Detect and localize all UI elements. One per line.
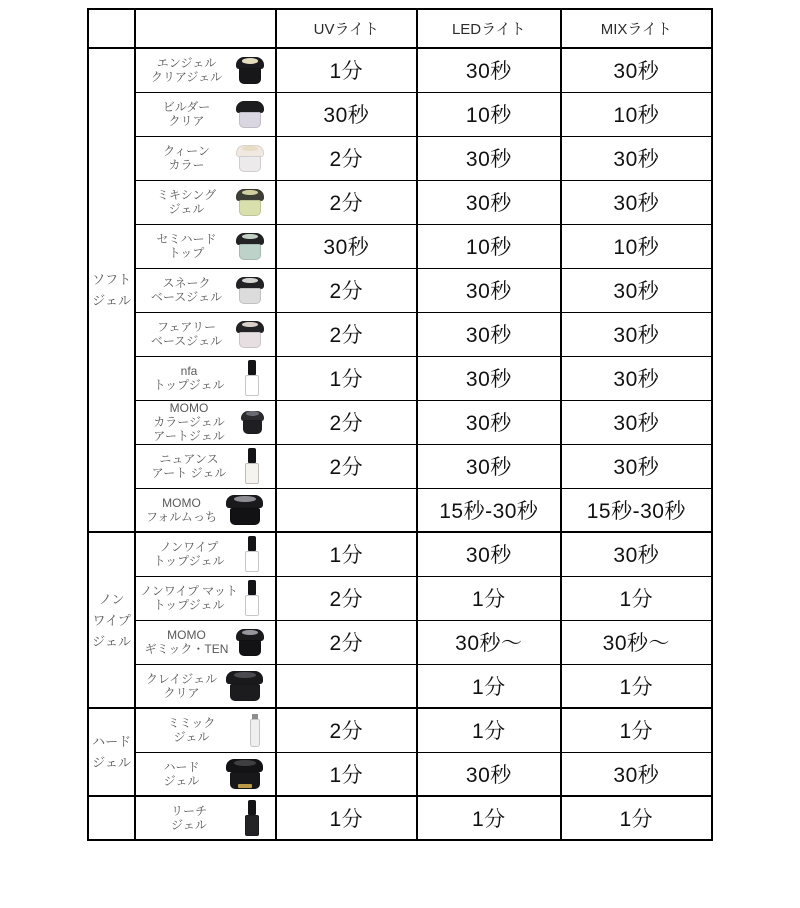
time-cell-led: 10秒: [417, 92, 561, 136]
time-cell-led: 1分: [417, 796, 561, 840]
product-cell: [135, 796, 276, 840]
time-cell-led: 30秒: [417, 444, 561, 488]
product-row-content: [136, 357, 275, 400]
product-name-line: MOMO: [167, 627, 206, 642]
table-row: [88, 664, 712, 708]
product-name: [140, 672, 223, 700]
product-name-line: トップ: [168, 246, 205, 260]
time-cell-mix: 30秒: [561, 180, 712, 224]
product-cell: [135, 136, 276, 180]
product-cell: [135, 752, 276, 796]
product-name: [140, 188, 233, 216]
product-name-line: ハード: [163, 759, 200, 774]
time-cell-uv: 1分: [276, 532, 417, 576]
table-row: [88, 48, 712, 92]
product-row-content: [136, 753, 275, 796]
column-header-led-light: LEDライト: [417, 9, 561, 48]
time-cell-mix: 30秒: [561, 752, 712, 796]
product-name-line: ノンワイプ マット: [140, 583, 238, 598]
product-name-line: トップジェル: [153, 598, 225, 612]
product-name-line: nfa: [180, 363, 198, 378]
category-label: ノン: [98, 591, 125, 607]
product-name: [140, 320, 233, 348]
product-row-content: [136, 181, 275, 224]
time-cell-led: 15秒-30秒: [417, 488, 561, 532]
product-name: [140, 401, 238, 443]
product-name-line: クレイジェル: [145, 671, 218, 686]
product-cell: [135, 400, 276, 444]
product-cell: [135, 312, 276, 356]
product-name-line: スネーク: [162, 275, 211, 290]
time-cell-mix: 30秒: [561, 312, 712, 356]
table-row: [88, 356, 712, 400]
time-cell-mix: 30秒: [561, 532, 712, 576]
product-name-line: ビルダー: [162, 99, 211, 114]
jar-icon: [240, 409, 265, 435]
product-name-line: トップジェル: [153, 554, 225, 569]
table-row: [88, 224, 712, 268]
product-name-line: フォルムっち: [145, 509, 218, 524]
table-row: [88, 488, 712, 532]
product-name-line: ニュアンス: [159, 451, 219, 466]
table-header: [88, 9, 712, 48]
product-cell: [135, 48, 276, 92]
product-name-line: クリアジェル: [150, 70, 223, 85]
product-name-line: ベースジェル: [150, 290, 223, 304]
product-name: [140, 496, 223, 524]
product-name: [140, 540, 238, 568]
category-label: ジェル: [92, 633, 132, 649]
time-cell-uv: [276, 488, 417, 532]
product-name-line: ミミック: [167, 716, 216, 731]
product-name-line: ミキシング: [156, 187, 217, 202]
product-row-content: [136, 269, 275, 312]
table-row: [88, 532, 712, 576]
time-cell-led: 1分: [417, 664, 561, 708]
jar-icon: [235, 143, 265, 173]
time-cell-mix: 30秒: [561, 268, 712, 312]
product-name: [140, 760, 223, 788]
time-cell-led: 30秒: [417, 180, 561, 224]
time-cell-mix: 1分: [561, 796, 712, 840]
product-name-line: ジェル: [168, 202, 205, 216]
product-name-line: クリア: [163, 685, 200, 700]
product-name-line: ノンワイプ: [159, 540, 219, 555]
time-cell-uv: 30秒: [276, 224, 417, 268]
product-name-line: ジェル: [173, 730, 210, 745]
jar-icon: [235, 55, 265, 85]
product-name-line: MOMO: [169, 400, 209, 415]
bottle-icon: [240, 536, 265, 572]
product-cell: [135, 180, 276, 224]
category-cell: [88, 708, 135, 796]
table-row: [88, 136, 712, 180]
time-cell-mix: 10秒: [561, 224, 712, 268]
time-cell-uv: 1分: [276, 356, 417, 400]
jar-icon: [225, 757, 265, 791]
jar-icon: [225, 493, 265, 527]
jar-icon: [225, 669, 265, 703]
table-row: [88, 180, 712, 224]
time-cell-uv: 2分: [276, 708, 417, 752]
product-name: [140, 232, 233, 260]
table-row: [88, 752, 712, 796]
time-cell-led: 30秒: [417, 48, 561, 92]
jar-icon: [235, 187, 265, 217]
product-row-content: [136, 489, 275, 532]
header-empty-category: [88, 9, 135, 48]
product-name-line: アート ジェル: [151, 466, 227, 480]
category-label: ハード: [92, 734, 132, 749]
table-body: [88, 48, 712, 840]
time-cell-led: 30秒: [417, 136, 561, 180]
product-name-line: セミハード: [156, 231, 217, 246]
bottle-icon: [240, 800, 265, 836]
time-cell-mix: 30秒～: [561, 620, 712, 664]
time-cell-uv: 2分: [276, 620, 417, 664]
product-name-line: ギミック・TEN: [144, 642, 229, 656]
time-cell-mix: 30秒: [561, 400, 712, 444]
time-cell-led: 30秒: [417, 356, 561, 400]
product-cell: [135, 576, 276, 620]
product-name-line: リーチ: [170, 803, 207, 818]
jar-icon: [235, 627, 265, 657]
curing-time-table: [87, 8, 713, 841]
category-label: ジェル: [92, 755, 132, 770]
time-cell-mix: 1分: [561, 576, 712, 620]
product-name-line: MOMO: [162, 495, 201, 510]
category-label: ソフト: [92, 272, 132, 287]
time-cell-mix: 1分: [561, 708, 712, 752]
product-cell: [135, 620, 276, 664]
time-cell-uv: 2分: [276, 180, 417, 224]
product-name: [140, 584, 238, 612]
time-cell-mix: 10秒: [561, 92, 712, 136]
table-row: [88, 576, 712, 620]
product-name-line: エンジェル: [156, 56, 217, 71]
product-row-content: [136, 621, 275, 664]
jar-icon: [235, 275, 265, 305]
product-name-line: ジェル: [163, 773, 200, 788]
product-row-content: [136, 401, 275, 444]
product-name-line: クリア: [168, 114, 205, 128]
product-cell: [135, 224, 276, 268]
product-name: [140, 628, 233, 656]
category-cell: [88, 796, 135, 840]
table-row: [88, 620, 712, 664]
time-cell-led: 30秒: [417, 400, 561, 444]
tube-icon: [245, 714, 265, 747]
product-name: [140, 144, 233, 172]
product-name: [140, 452, 238, 480]
product-row-content: [136, 797, 275, 839]
jar-icon: [235, 99, 265, 129]
bottle-icon: [240, 448, 265, 484]
product-row-content: [136, 445, 275, 488]
product-cell: [135, 356, 276, 400]
product-cell: [135, 664, 276, 708]
time-cell-led: 30秒: [417, 752, 561, 796]
time-cell-uv: 1分: [276, 752, 417, 796]
time-cell-uv: 2分: [276, 312, 417, 356]
category-cell: [88, 48, 135, 532]
product-row-content: [136, 137, 275, 180]
table-row: [88, 400, 712, 444]
product-cell: [135, 488, 276, 532]
header-row: [88, 9, 712, 48]
product-row-content: [136, 533, 275, 576]
product-cell: [135, 708, 276, 752]
time-cell-uv: 2分: [276, 444, 417, 488]
time-cell-uv: 1分: [276, 48, 417, 92]
time-cell-led: 30秒～: [417, 620, 561, 664]
product-row-content: [136, 577, 275, 620]
table-row: [88, 444, 712, 488]
product-name: [140, 276, 233, 304]
product-row-content: [136, 93, 275, 136]
jar-icon: [235, 231, 265, 261]
product-cell: [135, 92, 276, 136]
time-cell-led: 30秒: [417, 312, 561, 356]
time-cell-mix: 30秒: [561, 136, 712, 180]
product-name-line: トップジェル: [153, 378, 225, 392]
product-row-content: [136, 225, 275, 268]
table-row: [88, 268, 712, 312]
time-cell-led: 30秒: [417, 532, 561, 576]
time-cell-mix: 1分: [561, 664, 712, 708]
product-name-line: カラー: [168, 158, 205, 172]
column-header-mix-light: MIXライト: [561, 9, 712, 48]
category-cell: [88, 532, 135, 708]
header-empty-product: [135, 9, 276, 48]
product-name: [140, 716, 243, 744]
table-row: [88, 796, 712, 840]
time-cell-uv: [276, 664, 417, 708]
product-row-content: [136, 709, 275, 752]
jar-icon: [235, 319, 265, 349]
time-cell-led: 1分: [417, 708, 561, 752]
time-cell-uv: 1分: [276, 796, 417, 840]
product-row-content: [136, 665, 275, 708]
time-cell-uv: 2分: [276, 576, 417, 620]
category-label: ワイプ: [92, 612, 131, 628]
time-cell-mix: 30秒: [561, 356, 712, 400]
time-cell-mix: 15秒-30秒: [561, 488, 712, 532]
category-label: ジェル: [92, 293, 132, 308]
time-cell-led: 10秒: [417, 224, 561, 268]
product-name: [140, 100, 233, 128]
product-name-line: フェアリー: [157, 319, 216, 334]
product-name-line: アートジェル: [153, 429, 225, 444]
time-cell-uv: 30秒: [276, 92, 417, 136]
product-name-line: カラージェル: [153, 414, 225, 429]
product-name: [140, 364, 238, 392]
time-cell-uv: 2分: [276, 400, 417, 444]
bottle-icon: [240, 580, 265, 616]
time-cell-mix: 30秒: [561, 444, 712, 488]
product-cell: [135, 268, 276, 312]
product-name: [140, 56, 233, 84]
product-cell: [135, 532, 276, 576]
time-cell-led: 1分: [417, 576, 561, 620]
time-cell-mix: 30秒: [561, 48, 712, 92]
table-row: [88, 312, 712, 356]
time-cell-uv: 2分: [276, 268, 417, 312]
product-row-content: [136, 313, 275, 356]
product-name-line: ベースジェル: [150, 334, 223, 348]
table-row: [88, 92, 712, 136]
bottle-icon: [240, 360, 265, 396]
column-header-uv-light: UVライト: [276, 9, 417, 48]
product-cell: [135, 444, 276, 488]
product-row-content: [136, 49, 275, 92]
time-cell-uv: 2分: [276, 136, 417, 180]
product-name-line: ジェル: [171, 818, 207, 832]
table-row: [88, 708, 712, 752]
product-name: [140, 804, 238, 832]
time-cell-led: 30秒: [417, 268, 561, 312]
product-name-line: クィーン: [163, 143, 210, 158]
